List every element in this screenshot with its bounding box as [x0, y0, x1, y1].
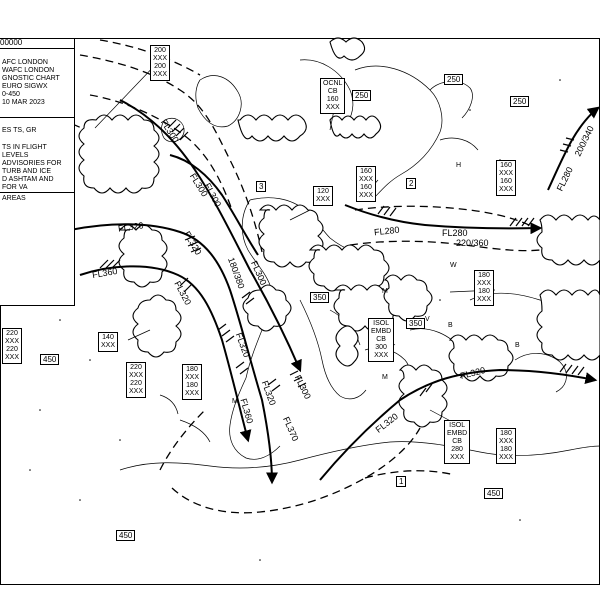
cloud-box: 220 XXX 220 XXX: [2, 328, 22, 364]
jet-label: FL320: [172, 279, 194, 307]
note-line: TURB AND ICE: [2, 168, 52, 175]
tropopause-level: 350: [310, 292, 329, 303]
advisory-line: FOR VA: [2, 184, 28, 191]
jet-label: FL360: [238, 397, 256, 425]
jet-label: FL320: [459, 365, 487, 381]
tropopause-level: 350: [406, 318, 425, 329]
cb-box: ISOL EMBD CB 280 XXX: [444, 420, 470, 464]
jet-label: 220/360: [456, 238, 489, 248]
pressure-centre: W: [450, 262, 457, 269]
issuer-line: GNOSTIC CHART: [2, 75, 60, 82]
legend-panel: [0, 38, 75, 306]
jet-label: FL300: [202, 181, 224, 209]
cloud-box: 180 XXX 180 XXX: [474, 270, 494, 306]
jet-label: FL360: [91, 265, 119, 281]
tropopause-level: 250: [352, 90, 371, 101]
advisory-block: [2, 144, 74, 192]
jet-label: FL320: [117, 220, 145, 234]
jet-label: FL320: [259, 379, 278, 407]
tropopause-level: 450: [116, 530, 135, 541]
jet-label: FL300: [158, 117, 181, 145]
pressure-centre: V: [425, 316, 430, 323]
cloud-box: 200 XXX 200 XXX: [150, 45, 170, 81]
notes-block: [2, 127, 37, 135]
cloud-box: 120 XXX: [313, 186, 333, 206]
cloud-box: 140 XXX: [98, 332, 118, 352]
cloud-box: 160 XXX 160 XXX: [496, 160, 516, 196]
tropopause-level: 450: [484, 488, 503, 499]
advisory-line: ADVISORIES FOR: [2, 160, 62, 167]
jet-label: FL280: [554, 165, 575, 193]
issuer-line: WAFC LONDON: [2, 67, 55, 74]
jet-label: FL280: [373, 224, 400, 238]
jet-label: 180/380: [226, 255, 247, 291]
cb-box: ISOL EMBD CB 300 XXX: [368, 318, 394, 362]
jet-label: FL300: [187, 171, 210, 199]
front-number: 2: [406, 178, 416, 189]
pressure-centre: M: [382, 288, 388, 295]
note-line: ES TS, GR: [2, 127, 37, 134]
jet-label: FL320: [233, 331, 252, 359]
pressure-centre: B: [448, 322, 453, 329]
jet-stream: [548, 108, 598, 193]
cloud-box: 220 XXX 220 XXX: [126, 362, 146, 398]
pressure-centre: B: [515, 342, 520, 349]
issuer-line: 0-450: [2, 91, 20, 98]
advisory-line: D ASHTAM AND: [2, 176, 54, 183]
issuer-block: [2, 59, 60, 107]
front-number: 1: [396, 476, 406, 487]
cloud-box: 180 XXX 180 XXX: [182, 364, 202, 400]
areas-label: AREAS: [2, 195, 26, 202]
jet-label: FL370: [281, 415, 301, 443]
issuer-line: EURO SIGWX: [2, 83, 48, 90]
pressure-centre: M: [382, 374, 388, 381]
cloud-box: 160 XXX 160 XXX: [356, 166, 376, 202]
jet-label: FL320: [373, 411, 400, 435]
jet-label: FL300: [249, 259, 269, 287]
front-number: 3: [256, 181, 266, 192]
jet-stream: [80, 266, 248, 440]
tropopause-level: 250: [510, 96, 529, 107]
jet-label: FL280: [442, 228, 468, 238]
tropopause-level: 450: [40, 354, 59, 365]
jet-label: FL300: [292, 373, 313, 401]
advisory-line: TS IN FLIGHT LEVELS: [2, 144, 47, 159]
tropopause-level: 250: [444, 74, 463, 85]
issuer-line: AFC LONDON: [2, 59, 48, 66]
pressure-centre: M: [232, 398, 238, 405]
chart-ref: 00000: [0, 38, 74, 49]
cloud-box: 180 XXX 180 XXX: [496, 428, 516, 464]
jet-label: FL320: [182, 229, 204, 257]
pressure-centre: H: [456, 162, 462, 169]
issuer-line: 10 MAR 2023: [2, 99, 45, 106]
cb-box: OCNL CB 160 XXX: [320, 78, 345, 114]
jet-label: 200/340: [572, 124, 596, 158]
